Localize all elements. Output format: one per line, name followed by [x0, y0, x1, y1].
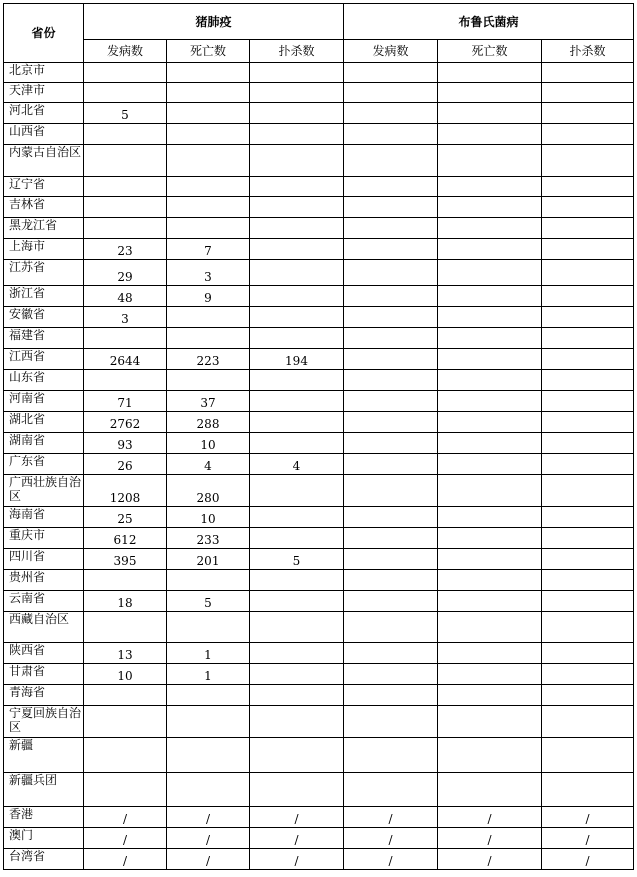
value-cell: [84, 177, 167, 197]
value-cell: [167, 197, 250, 218]
value-cell: [542, 738, 634, 773]
value-cell: [542, 773, 634, 807]
value-cell: [250, 773, 344, 807]
value-cell: [438, 145, 542, 177]
value-cell: /: [250, 807, 344, 828]
province-cell: 山东省: [4, 370, 84, 391]
province-cell: 澳门: [4, 828, 84, 849]
value-cell: [84, 328, 167, 349]
value-cell: [344, 307, 438, 328]
value-cell: 395: [84, 549, 167, 570]
value-cell: 223: [167, 349, 250, 370]
province-cell: 河南省: [4, 391, 84, 412]
value-cell: 10: [167, 433, 250, 454]
value-cell: [84, 570, 167, 591]
value-cell: [84, 685, 167, 706]
value-cell: [167, 328, 250, 349]
value-cell: [438, 260, 542, 286]
province-cell: 安徽省: [4, 307, 84, 328]
value-cell: 1: [167, 664, 250, 685]
value-cell: [542, 528, 634, 549]
province-cell: 重庆市: [4, 528, 84, 549]
value-cell: /: [250, 849, 344, 870]
value-cell: [167, 685, 250, 706]
value-cell: [250, 433, 344, 454]
value-cell: [344, 738, 438, 773]
value-cell: [438, 412, 542, 433]
value-cell: [438, 643, 542, 664]
table-row: [4, 849, 634, 870]
value-cell: [344, 664, 438, 685]
value-cell: [344, 528, 438, 549]
value-cell: [167, 124, 250, 145]
value-cell: 37: [167, 391, 250, 412]
value-cell: [250, 370, 344, 391]
value-cell: [542, 475, 634, 507]
value-cell: [438, 286, 542, 307]
value-cell: [542, 307, 634, 328]
value-cell: [167, 103, 250, 124]
value-cell: [250, 412, 344, 433]
value-cell: [542, 197, 634, 218]
value-cell: [167, 83, 250, 103]
value-cell: [344, 507, 438, 528]
value-cell: [250, 391, 344, 412]
value-cell: [250, 475, 344, 507]
province-header: 省份: [4, 4, 84, 63]
value-cell: [344, 286, 438, 307]
value-cell: [438, 83, 542, 103]
table-row: [4, 391, 634, 412]
value-cell: [438, 773, 542, 807]
value-cell: [167, 570, 250, 591]
value-cell: [167, 218, 250, 239]
province-cell: 天津市: [4, 83, 84, 103]
province-cell: 湖南省: [4, 433, 84, 454]
table-row: [4, 124, 634, 145]
province-cell: 台湾省: [4, 849, 84, 870]
value-cell: /: [167, 849, 250, 870]
value-cell: /: [167, 828, 250, 849]
group-header-brucellosis: 布鲁氏菌病: [344, 4, 634, 40]
value-cell: [438, 570, 542, 591]
value-cell: 5: [250, 549, 344, 570]
value-cell: [438, 218, 542, 239]
table-row: [4, 370, 634, 391]
province-cell: 宁夏回族自治区: [4, 706, 84, 738]
value-cell: 612: [84, 528, 167, 549]
value-cell: [250, 218, 344, 239]
table-row: [4, 454, 634, 475]
value-cell: 1208: [84, 475, 167, 507]
value-cell: [344, 197, 438, 218]
value-cell: 10: [84, 664, 167, 685]
value-cell: [250, 124, 344, 145]
value-cell: [344, 412, 438, 433]
value-cell: [438, 433, 542, 454]
table-row: [4, 103, 634, 124]
table-row: [4, 177, 634, 197]
value-cell: [250, 197, 344, 218]
value-cell: [167, 370, 250, 391]
value-cell: 3: [84, 307, 167, 328]
value-cell: /: [250, 828, 344, 849]
province-cell: 山西省: [4, 124, 84, 145]
value-cell: [250, 239, 344, 260]
value-cell: [84, 612, 167, 643]
table-row: [4, 738, 634, 773]
value-cell: [542, 83, 634, 103]
table-row: [4, 828, 634, 849]
value-cell: [542, 370, 634, 391]
province-cell: 青海省: [4, 685, 84, 706]
value-cell: [542, 591, 634, 612]
value-cell: [250, 643, 344, 664]
value-cell: [344, 328, 438, 349]
value-cell: [344, 454, 438, 475]
value-cell: 93: [84, 433, 167, 454]
value-cell: [344, 349, 438, 370]
province-cell: 江西省: [4, 349, 84, 370]
table-row: [4, 570, 634, 591]
table-row: [4, 63, 634, 83]
value-cell: 71: [84, 391, 167, 412]
value-cell: [84, 218, 167, 239]
value-cell: [250, 612, 344, 643]
value-cell: [250, 307, 344, 328]
value-cell: [542, 145, 634, 177]
value-cell: [167, 612, 250, 643]
value-cell: 233: [167, 528, 250, 549]
value-cell: 5: [84, 103, 167, 124]
value-cell: /: [438, 828, 542, 849]
value-cell: 280: [167, 475, 250, 507]
value-cell: [438, 507, 542, 528]
value-cell: [542, 612, 634, 643]
value-cell: [542, 664, 634, 685]
value-cell: [167, 706, 250, 738]
value-cell: [167, 177, 250, 197]
value-cell: 194: [250, 349, 344, 370]
value-cell: 3: [167, 260, 250, 286]
value-cell: [542, 328, 634, 349]
table-row: [4, 433, 634, 454]
province-cell: 吉林省: [4, 197, 84, 218]
value-cell: /: [344, 828, 438, 849]
value-cell: [344, 475, 438, 507]
table-row: [4, 239, 634, 260]
province-cell: 海南省: [4, 507, 84, 528]
value-cell: 288: [167, 412, 250, 433]
value-cell: [167, 738, 250, 773]
value-cell: [344, 63, 438, 83]
group-header-swine-pasteurellosis: 猪肺疫: [84, 4, 344, 40]
value-cell: [344, 433, 438, 454]
value-cell: /: [542, 828, 634, 849]
value-cell: [344, 773, 438, 807]
table-row: [4, 412, 634, 433]
value-cell: [250, 83, 344, 103]
value-cell: [344, 706, 438, 738]
table-row: [4, 591, 634, 612]
province-cell: 广西壮族自治区: [4, 475, 84, 507]
value-cell: [438, 328, 542, 349]
value-cell: [344, 643, 438, 664]
value-cell: [84, 63, 167, 83]
province-cell: 上海市: [4, 239, 84, 260]
value-cell: [438, 591, 542, 612]
value-cell: [344, 218, 438, 239]
table-row: [4, 685, 634, 706]
table-row: [4, 643, 634, 664]
value-cell: [344, 591, 438, 612]
table-row: [4, 286, 634, 307]
value-cell: [344, 370, 438, 391]
value-cell: [344, 549, 438, 570]
province-cell: 黑龙江省: [4, 218, 84, 239]
value-cell: /: [542, 849, 634, 870]
province-cell: 福建省: [4, 328, 84, 349]
value-cell: [542, 507, 634, 528]
value-cell: 4: [167, 454, 250, 475]
value-cell: [542, 218, 634, 239]
value-cell: [438, 63, 542, 83]
value-cell: [542, 570, 634, 591]
value-cell: 2644: [84, 349, 167, 370]
table-row: [4, 807, 634, 828]
value-cell: [438, 370, 542, 391]
table-row: [4, 307, 634, 328]
value-cell: [542, 63, 634, 83]
province-cell: 内蒙古自治区: [4, 145, 84, 177]
value-cell: /: [344, 807, 438, 828]
value-cell: [250, 664, 344, 685]
value-cell: [438, 475, 542, 507]
value-cell: [438, 612, 542, 643]
value-cell: [250, 177, 344, 197]
table-row: [4, 664, 634, 685]
value-cell: [344, 570, 438, 591]
value-cell: [250, 738, 344, 773]
value-cell: [438, 307, 542, 328]
table-row: [4, 145, 634, 177]
province-cell: 广东省: [4, 454, 84, 475]
province-cell: 河北省: [4, 103, 84, 124]
value-cell: [250, 507, 344, 528]
value-cell: [542, 706, 634, 738]
province-cell: 湖北省: [4, 412, 84, 433]
value-cell: /: [84, 849, 167, 870]
value-cell: [438, 391, 542, 412]
value-cell: 2762: [84, 412, 167, 433]
value-cell: [250, 286, 344, 307]
value-cell: 9: [167, 286, 250, 307]
col-header-cases: 发病数: [344, 40, 438, 63]
value-cell: [250, 706, 344, 738]
value-cell: [250, 570, 344, 591]
table-row: [4, 260, 634, 286]
value-cell: 4: [250, 454, 344, 475]
value-cell: [250, 328, 344, 349]
province-cell: 北京市: [4, 63, 84, 83]
value-cell: [438, 239, 542, 260]
table-row: [4, 773, 634, 807]
province-cell: 江苏省: [4, 260, 84, 286]
province-cell: 云南省: [4, 591, 84, 612]
value-cell: 29: [84, 260, 167, 286]
value-cell: [344, 612, 438, 643]
province-cell: 新疆: [4, 738, 84, 773]
value-cell: [542, 349, 634, 370]
value-cell: 7: [167, 239, 250, 260]
value-cell: 48: [84, 286, 167, 307]
value-cell: [344, 260, 438, 286]
value-cell: [542, 454, 634, 475]
value-cell: 18: [84, 591, 167, 612]
province-cell: 西藏自治区: [4, 612, 84, 643]
value-cell: [438, 124, 542, 145]
value-cell: [344, 685, 438, 706]
value-cell: [542, 685, 634, 706]
value-cell: [438, 685, 542, 706]
col-header-cases: 发病数: [84, 40, 167, 63]
province-cell: 陕西省: [4, 643, 84, 664]
table-row: [4, 349, 634, 370]
value-cell: [438, 549, 542, 570]
province-cell: 浙江省: [4, 286, 84, 307]
col-header-culled: 扑杀数: [542, 40, 634, 63]
value-cell: [438, 349, 542, 370]
value-cell: [438, 738, 542, 773]
value-cell: [250, 103, 344, 124]
value-cell: 10: [167, 507, 250, 528]
province-cell: 新疆兵团: [4, 773, 84, 807]
value-cell: [542, 643, 634, 664]
value-cell: [344, 177, 438, 197]
table-row: [4, 549, 634, 570]
table-row: [4, 218, 634, 239]
value-cell: [250, 591, 344, 612]
table-row: [4, 528, 634, 549]
value-cell: [438, 177, 542, 197]
value-cell: [250, 145, 344, 177]
table-row: [4, 507, 634, 528]
value-cell: [250, 685, 344, 706]
col-header-deaths: 死亡数: [167, 40, 250, 63]
value-cell: [438, 664, 542, 685]
col-header-culled: 扑杀数: [250, 40, 344, 63]
value-cell: [542, 433, 634, 454]
value-cell: [438, 454, 542, 475]
value-cell: [542, 260, 634, 286]
value-cell: [344, 391, 438, 412]
value-cell: [542, 177, 634, 197]
value-cell: 26: [84, 454, 167, 475]
value-cell: [250, 63, 344, 83]
value-cell: /: [344, 849, 438, 870]
value-cell: /: [438, 807, 542, 828]
table-row: [4, 83, 634, 103]
value-cell: [542, 391, 634, 412]
province-cell: 辽宁省: [4, 177, 84, 197]
value-cell: [344, 83, 438, 103]
value-cell: [84, 124, 167, 145]
value-cell: [250, 260, 344, 286]
value-cell: [344, 145, 438, 177]
value-cell: [250, 528, 344, 549]
value-cell: /: [84, 828, 167, 849]
value-cell: [438, 197, 542, 218]
value-cell: [167, 773, 250, 807]
col-header-deaths: 死亡数: [438, 40, 542, 63]
value-cell: /: [84, 807, 167, 828]
value-cell: [542, 412, 634, 433]
value-cell: /: [542, 807, 634, 828]
table-row: [4, 475, 634, 507]
table-row: [4, 706, 634, 738]
value-cell: [167, 63, 250, 83]
province-cell: 甘肃省: [4, 664, 84, 685]
table-row: [4, 612, 634, 643]
value-cell: [344, 103, 438, 124]
province-cell: 香港: [4, 807, 84, 828]
value-cell: 23: [84, 239, 167, 260]
disease-table: [3, 3, 634, 870]
value-cell: [542, 286, 634, 307]
table-row: [4, 197, 634, 218]
value-cell: [542, 103, 634, 124]
value-cell: [84, 370, 167, 391]
value-cell: [438, 103, 542, 124]
value-cell: 201: [167, 549, 250, 570]
value-cell: /: [167, 807, 250, 828]
value-cell: 5: [167, 591, 250, 612]
value-cell: [542, 124, 634, 145]
value-cell: [84, 773, 167, 807]
value-cell: [542, 549, 634, 570]
province-cell: 四川省: [4, 549, 84, 570]
table-row: [4, 328, 634, 349]
province-cell: 贵州省: [4, 570, 84, 591]
value-cell: [84, 738, 167, 773]
value-cell: [84, 83, 167, 103]
value-cell: /: [438, 849, 542, 870]
value-cell: [167, 307, 250, 328]
value-cell: [438, 706, 542, 738]
value-cell: [84, 145, 167, 177]
value-cell: [84, 706, 167, 738]
value-cell: [438, 528, 542, 549]
value-cell: [344, 239, 438, 260]
value-cell: 13: [84, 643, 167, 664]
value-cell: 25: [84, 507, 167, 528]
value-cell: [167, 145, 250, 177]
value-cell: [344, 124, 438, 145]
value-cell: [84, 197, 167, 218]
value-cell: [542, 239, 634, 260]
value-cell: 1: [167, 643, 250, 664]
